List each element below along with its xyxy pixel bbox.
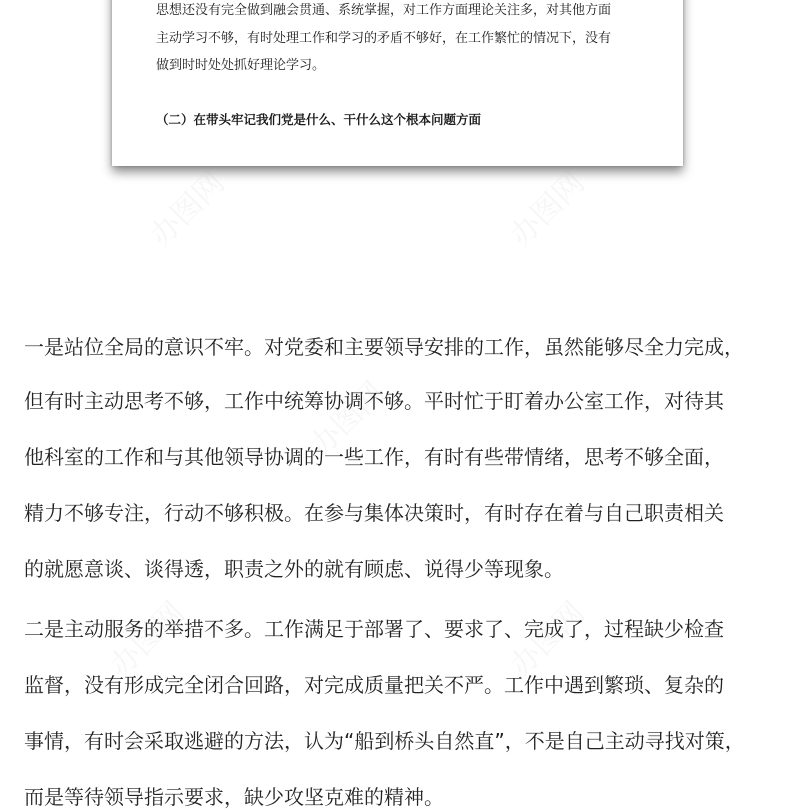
document-preview-card xyxy=(112,0,683,166)
body-line-9: 而是等待领导指示要求，缺少攻坚克难的精神。 xyxy=(24,785,444,809)
preview-line-1: 思想还没有完全做到融会贯通、系统掌握，对工作方面理论关注多，对其他方面 xyxy=(156,3,612,18)
body-line-6: 二是主动服务的举措不多。工作满足于部署了、要求了、完成了，过程缺少检查 xyxy=(24,617,724,641)
body-line-7: 监督，没有形成完全闭合回路，对完成质量把关不严。工作中遇到繁琐、复杂的 xyxy=(24,673,724,697)
body-line-4: 精力不够专注，行动不够积极。在参与集体决策时，有时存在着与自己职责相关 xyxy=(24,501,724,525)
preview-line-2: 主动学习不够，有时处理工作和学习的矛盾不够好，在工作繁忙的情况下，没有 xyxy=(156,31,612,46)
body-line-8: 事情，有时会采取逃避的方法，认为“船到桥头自然直”，不是自己主动寻找对策， xyxy=(24,729,745,753)
watermark: 办图网 xyxy=(503,165,592,254)
body-line-1: 一是站位全局的意识不牢。对党委和主要领导安排的工作，虽然能够尽全力完成， xyxy=(24,335,744,359)
watermark: 办图网 xyxy=(143,165,232,254)
body-line-5: 的就愿意谈、谈得透，职责之外的就有顾虑、说得少等现象。 xyxy=(24,557,564,581)
watermark: 办图网 xyxy=(303,375,392,464)
body-line-2: 但有时主动思考不够，工作中统筹协调不够。平时忙于盯着办公室工作，对待其 xyxy=(24,389,724,413)
watermark: 办图网 xyxy=(103,595,192,684)
preview-section-heading: （二）在带头牢记我们党是什么、干什么这个根本问题方面 xyxy=(156,112,482,127)
preview-line-3: 做到时时处处抓好理论学习。 xyxy=(156,58,326,73)
body-line-3: 他科室的工作和与其他领导协调的一些工作，有时有些带情绪，思考不够全面， xyxy=(24,445,724,469)
watermark: 办图网 xyxy=(503,595,592,684)
